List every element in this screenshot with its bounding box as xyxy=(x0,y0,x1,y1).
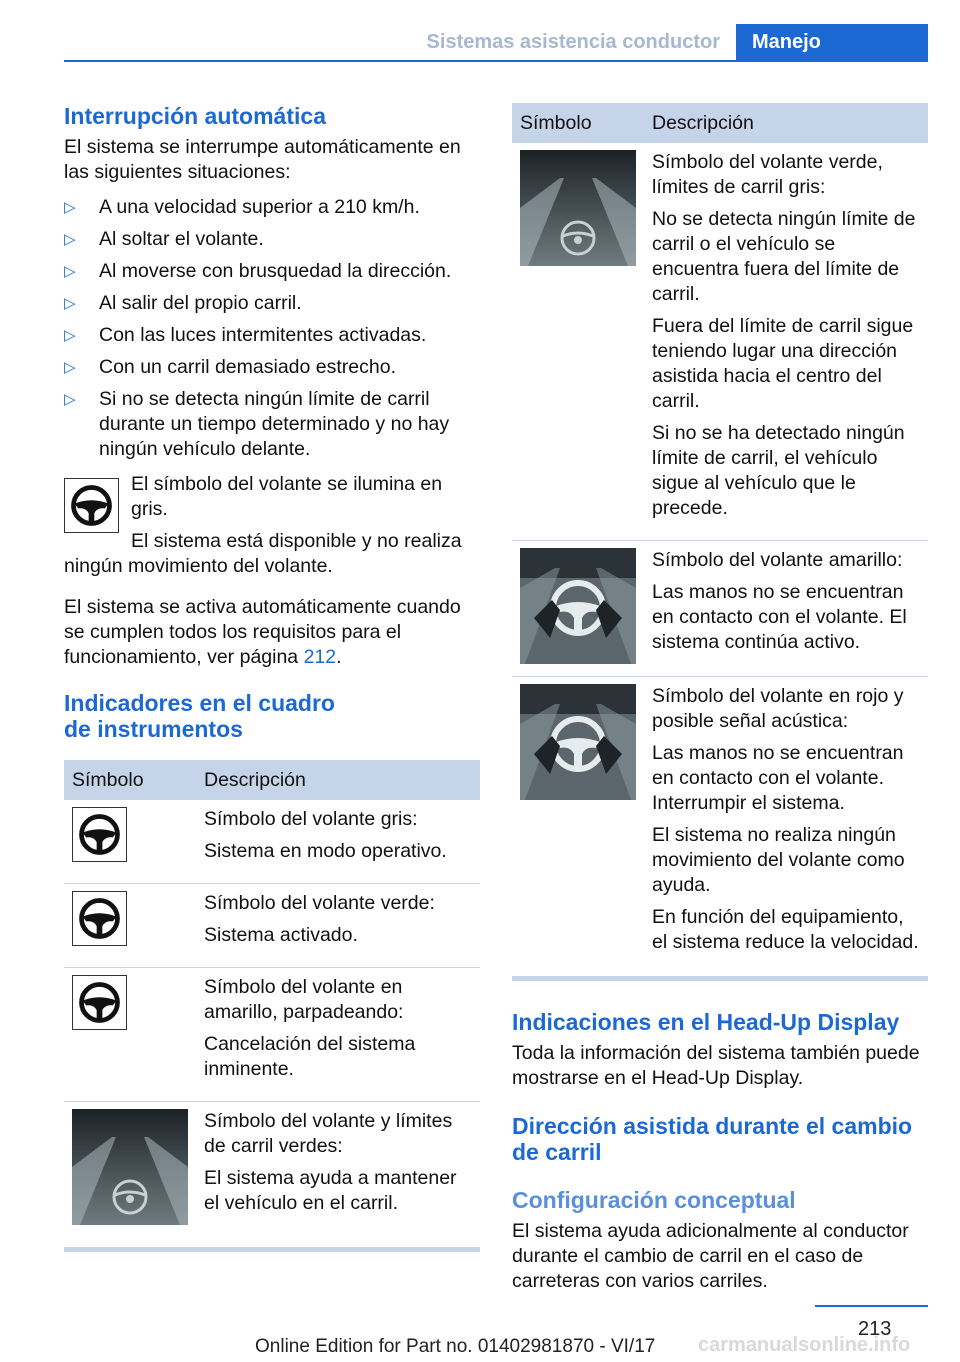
situations-list xyxy=(64,195,480,462)
hud-paragraph: Toda la información del sistema también puede mostrarse en el Head-Up Display. xyxy=(512,1042,920,1089)
lane-scene-image xyxy=(520,150,636,266)
icon-note-text-2: El sistema está disponible y no realiza ningún movimiento del volante. xyxy=(64,530,462,577)
table-row: Símbolo del volante gris: Sistema en modo operativo. xyxy=(64,800,480,884)
intro-paragraph: El sistema se interrumpe automáticamente en las siguientes situaciones: xyxy=(64,136,461,183)
heading-interrupcion: Interrupción automática xyxy=(64,103,326,129)
heading-indicadores: Indicadores en el cuadro de instrumentos xyxy=(64,690,335,742)
hands-off-scene-image xyxy=(520,548,636,664)
steering-wheel-green-icon xyxy=(72,891,127,946)
list-item: ▷ A una velocidad superior a 210 km/h. xyxy=(64,196,420,218)
list-item: ▷ Con las luces intermitentes activadas. xyxy=(64,324,427,346)
table-end-bar xyxy=(64,1247,480,1252)
watermark: carmanualsonline.info xyxy=(698,1334,911,1356)
list-item: ▷ Con un carril demasiado estrecho. xyxy=(64,356,396,378)
steering-wheel-yellow-icon xyxy=(72,975,127,1030)
list-item: ▷ Al salir del propio carril. xyxy=(64,292,302,314)
page-header xyxy=(64,24,928,62)
heading-configuracion: Configuración conceptual xyxy=(512,1187,796,1213)
steering-icon-note xyxy=(64,472,480,579)
left-column xyxy=(64,103,480,1252)
lane-scene-image xyxy=(72,1109,188,1225)
page-link[interactable]: 212 xyxy=(303,646,337,668)
triangle-bullet-icon: ▷ xyxy=(64,359,76,376)
heading-cambio-carril: Dirección asistida durante el cambio de carril xyxy=(512,1113,913,1165)
edition-note: Online Edition for Part no. 01402981870 - VI/17 xyxy=(255,1336,656,1357)
table-row: Símbolo del volante verde: Sistema activado. xyxy=(64,884,480,968)
table-header-symbol: Símbolo xyxy=(512,103,644,143)
table-row: Símbolo del volante en amarillo, parpadeando: Cancelación del sistema inminente. xyxy=(64,968,480,1102)
table-row: Símbolo del volante en rojo y posible señal acústica: Las manos no se encuentran en contacto con el volante. Interrumpir el sistema. El sistema no realiza ningún movimiento del volante como ayuda. En función del equipamiento, el sistema reduce la velocidad. xyxy=(512,677,928,975)
triangle-bullet-icon: ▷ xyxy=(64,391,76,408)
triangle-bullet-icon: ▷ xyxy=(64,295,76,312)
page-number: 213 xyxy=(858,1318,892,1340)
indicators-table-continued xyxy=(512,103,928,974)
table-row: Símbolo del volante y límites de carril verdes: El sistema ayuda a mantener el vehículo en el carril. xyxy=(64,1102,480,1238)
footer-rule xyxy=(815,1305,928,1307)
config-paragraph: El sistema ayuda adicionalmente al conductor durante el cambio de carril en el caso de carreteras con varios carriles. xyxy=(512,1220,909,1292)
triangle-bullet-icon: ▷ xyxy=(64,199,76,216)
triangle-bullet-icon: ▷ xyxy=(64,231,76,248)
steering-wheel-icon xyxy=(64,478,119,533)
table-row: Símbolo del volante verde, límites de carril gris: No se detecta ningún límite de carril o el vehículo se encuentra fuera del límite de carril. Fuera del límite de carril sigue teniendo lugar una dirección asistida hacia el centro del carril. Si no se ha detectado ningún límite de carril, el vehículo sigue al vehículo que le precede. xyxy=(512,143,928,541)
steering-wheel-gray-icon xyxy=(72,807,127,862)
activation-paragraph: El sistema se activa automáticamente cuando se cumplen todos los requisitos para el funcionamiento, ver página 212. xyxy=(64,596,461,668)
header-chapter-tab: Manejo xyxy=(736,24,928,60)
table-header-description: Descripción xyxy=(196,760,480,800)
list-item: ▷ Al soltar el volante. xyxy=(64,228,264,250)
triangle-bullet-icon: ▷ xyxy=(64,263,76,280)
table-header-symbol: Símbolo xyxy=(64,760,196,800)
indicators-table xyxy=(64,760,480,1237)
header-section-title: Sistemas asistencia conductor xyxy=(426,31,720,53)
heading-hud: Indicaciones en el Head-Up Display xyxy=(512,1009,900,1035)
hands-off-scene-image xyxy=(520,684,636,800)
list-item: ▷ Si no se detecta ningún límite de carril durante un tiempo determinado y no hay ningún vehículo delante. xyxy=(64,388,450,460)
table-header-description: Descripción xyxy=(644,103,928,143)
right-column xyxy=(512,103,928,1294)
list-item: ▷ Al moverse con brusquedad la dirección. xyxy=(64,260,452,282)
triangle-bullet-icon: ▷ xyxy=(64,327,76,344)
icon-note-text-1: El símbolo del volante se ilumina en gris. xyxy=(131,473,443,520)
table-row: Símbolo del volante amarillo: Las manos no se encuentran en contacto con el volante. El sistema continúa activo. xyxy=(512,541,928,677)
table-end-bar xyxy=(512,976,928,981)
